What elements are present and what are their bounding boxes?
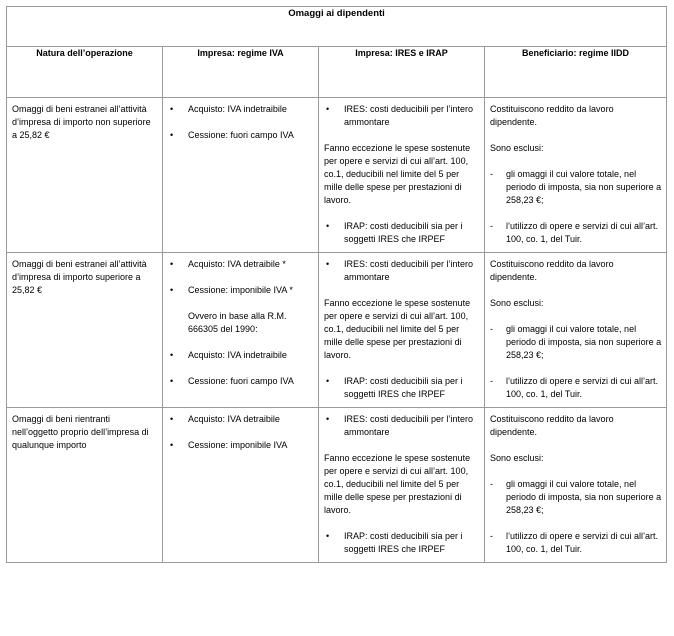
irap-text: IRAP: costi deducibili sia per i soggetti IRES che IRPEF xyxy=(344,376,463,399)
iva-item-text: Cessione: fuori campo IVA xyxy=(188,376,294,386)
list-item xyxy=(168,375,314,388)
list-item xyxy=(168,284,314,297)
exclusion-text: l’utilizzo di opere e servizi di cui all’art. 100, co. 1, del Tuir. xyxy=(506,376,659,399)
iva-item-text: Acquisto: IVA indetraibile xyxy=(188,104,287,114)
beneficiary-excluded-label: Sono esclusi: xyxy=(490,453,544,463)
ires-text: IRES: costi deducibili per l’intero ammontare xyxy=(344,414,474,437)
header-beneficiary: Beneficiario: regime IIDD xyxy=(485,47,667,98)
list-item xyxy=(168,413,314,426)
cell-nature xyxy=(7,408,163,563)
cell-ires-irap xyxy=(319,253,485,408)
irap-text: IRAP: costi deducibili sia per i soggetti IRES che IRPEF xyxy=(344,531,463,554)
cell-iva xyxy=(163,98,319,253)
cell-ires-irap xyxy=(319,98,485,253)
exclusion-text: gli omaggi il cui valore totale, nel periodo di imposta, sia non superiore a 258,23 €; xyxy=(506,479,662,515)
bullet-icon: • xyxy=(170,130,174,140)
bullet-icon: • xyxy=(326,221,330,231)
table-row xyxy=(7,408,667,563)
dash-icon: - xyxy=(490,376,493,386)
cell-nature xyxy=(7,253,163,408)
list-item xyxy=(490,530,662,556)
beneficiary-excluded-label: Sono esclusi: xyxy=(490,298,544,308)
gifts-table xyxy=(6,6,667,563)
ires-exception-text: Fanno eccezione le spese sostenute per opere e servizi di cui all’art. 100, co.1, deducibili nel limite del 5 per mille delle spese per prestazioni di lavoro. xyxy=(324,453,471,515)
list-item xyxy=(324,258,480,284)
list-item xyxy=(490,323,662,362)
exclusion-text: gli omaggi il cui valore totale, nel periodo di imposta, sia non superiore a 258,23 €; xyxy=(506,324,662,360)
irap-text: IRAP: costi deducibili sia per i soggetti IRES che IRPEF xyxy=(344,221,463,244)
cell-beneficiary xyxy=(485,408,667,563)
list-item xyxy=(324,413,480,439)
header-iva: Impresa: regime IVA xyxy=(163,47,319,98)
list-item xyxy=(324,375,480,401)
cell-beneficiary xyxy=(485,98,667,253)
bullet-icon: • xyxy=(170,285,174,295)
iva-item-text: Acquisto: IVA detraibile xyxy=(188,414,280,424)
exclusion-text: l’utilizzo di opere e servizi di cui all’art. 100, co. 1, del Tuir. xyxy=(506,221,659,244)
list-item xyxy=(168,103,314,116)
iva-item-text: Cessione: fuori campo IVA xyxy=(188,130,294,140)
bullet-icon: • xyxy=(170,350,174,360)
ires-text: IRES: costi deducibili per l’intero ammontare xyxy=(344,104,474,127)
list-item xyxy=(324,530,480,556)
exclusion-text: l’utilizzo di opere e servizi di cui all’art. 100, co. 1, del Tuir. xyxy=(506,531,659,554)
header-ires-irap: Impresa: IRES e IRAP xyxy=(319,47,485,98)
list-item xyxy=(168,439,314,452)
beneficiary-intro: Costituiscono reddito da lavoro dipendente. xyxy=(490,259,614,282)
cell-beneficiary xyxy=(485,253,667,408)
dash-icon: - xyxy=(490,324,493,334)
table-row xyxy=(7,253,667,408)
iva-item-text: Acquisto: IVA indetraibile xyxy=(188,350,287,360)
bullet-icon: • xyxy=(170,440,174,450)
ires-text: IRES: costi deducibili per l’intero ammontare xyxy=(344,259,474,282)
dash-icon: - xyxy=(490,169,493,179)
bullet-icon: • xyxy=(170,259,174,269)
beneficiary-intro: Costituiscono reddito da lavoro dipendente. xyxy=(490,414,614,437)
table-title: Omaggi ai dipendenti xyxy=(7,7,667,47)
list-item xyxy=(490,220,662,246)
nature-text: Omaggi di beni estranei all’attività d’impresa di importo superiore a 25,82 € xyxy=(12,259,147,295)
list-item xyxy=(324,103,480,129)
list-item xyxy=(490,168,662,207)
list-item xyxy=(168,349,314,362)
beneficiary-excluded-label: Sono esclusi: xyxy=(490,143,544,153)
bullet-icon: • xyxy=(326,531,330,541)
bullet-icon: • xyxy=(170,376,174,386)
ires-exception-text: Fanno eccezione le spese sostenute per opere e servizi di cui all’art. 100, co.1, deducibili nel limite del 5 per mille delle spese per prestazioni di lavoro. xyxy=(324,298,471,360)
header-row xyxy=(7,47,667,98)
cell-nature xyxy=(7,98,163,253)
ires-exception-text: Fanno eccezione le spese sostenute per opere e servizi di cui all’art. 100, co.1, deducibili nel limite del 5 per mille delle spese per prestazioni di lavoro. xyxy=(324,143,471,205)
list-item xyxy=(168,258,314,271)
nature-text: Omaggi di beni rientranti nell’oggetto proprio dell’impresa di qualunque importo xyxy=(12,414,149,450)
cell-ires-irap xyxy=(319,408,485,563)
list-item xyxy=(168,129,314,142)
list-item xyxy=(324,220,480,246)
bullet-icon: • xyxy=(326,414,330,424)
dash-icon: - xyxy=(490,479,493,489)
list-item xyxy=(490,375,662,401)
exclusion-text: gli omaggi il cui valore totale, nel periodo di imposta, sia non superiore a 258,23 €; xyxy=(506,169,662,205)
bullet-icon: • xyxy=(326,376,330,386)
iva-item-text: Acquisto: IVA detraibile * xyxy=(188,259,286,269)
iva-alternative-note: Ovvero in base alla R.M. 666305 del 1990: xyxy=(188,311,287,334)
bullet-icon: • xyxy=(326,104,330,114)
header-nature: Natura dell’operazione xyxy=(7,47,163,98)
beneficiary-intro: Costituiscono reddito da lavoro dipendente. xyxy=(490,104,614,127)
bullet-icon: • xyxy=(326,259,330,269)
dash-icon: - xyxy=(490,221,493,231)
table-row xyxy=(7,98,667,253)
nature-text: Omaggi di beni estranei all’attività d’impresa di importo non superiore a 25,82 € xyxy=(12,104,151,140)
cell-iva xyxy=(163,253,319,408)
iva-item-text: Cessione: imponibile IVA * xyxy=(188,285,293,295)
dash-icon: - xyxy=(490,531,493,541)
cell-iva xyxy=(163,408,319,563)
list-item xyxy=(490,478,662,517)
bullet-icon: • xyxy=(170,414,174,424)
iva-item-text: Cessione: imponibile IVA xyxy=(188,440,288,450)
bullet-icon: • xyxy=(170,104,174,114)
